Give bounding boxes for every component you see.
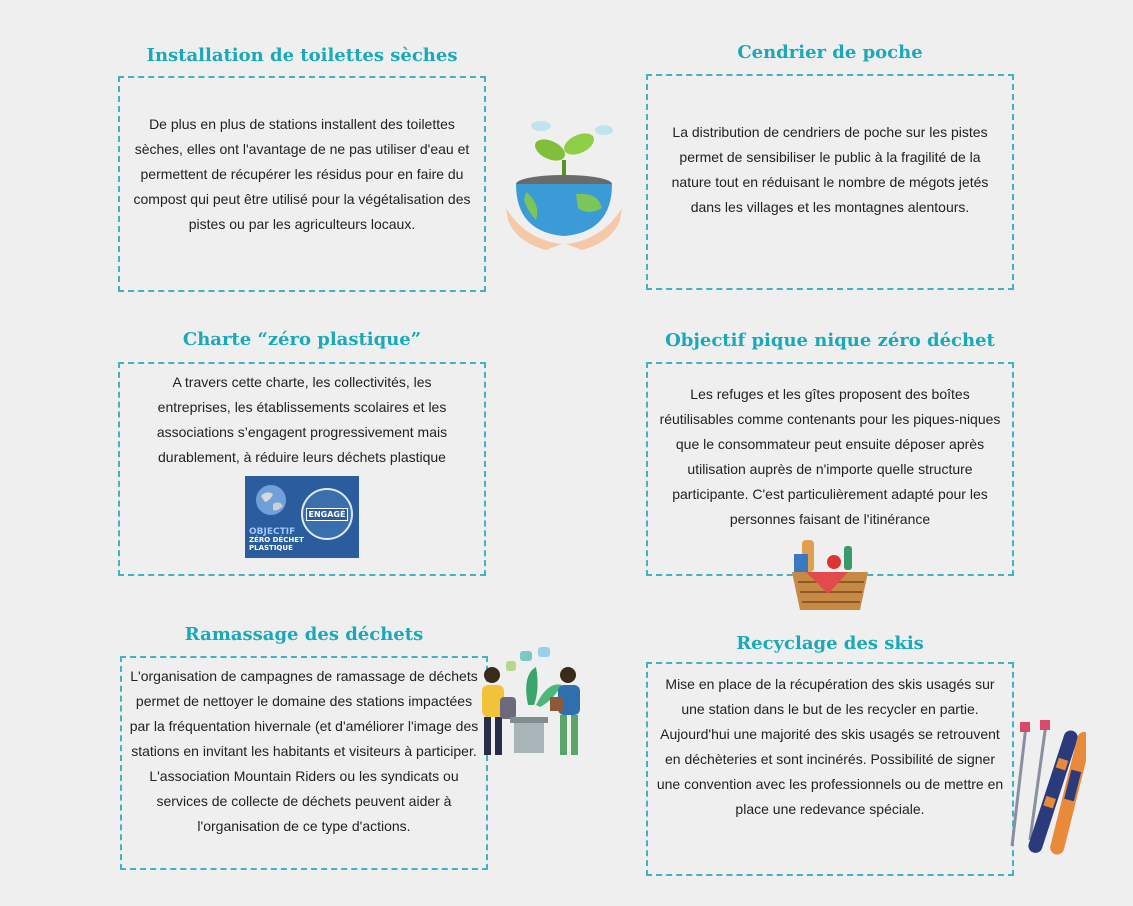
picnic-basket-icon	[788, 536, 872, 612]
earth-icon	[255, 484, 287, 516]
card-title-skis: Recyclage des skis	[736, 633, 924, 654]
card-title-cendrier: Cendrier de poche	[737, 42, 923, 63]
card-text-toilettes: De plus en plus de stations installent des toilettes sèches, elles ont l'avantage de ne pas utiliser d'eau et permettent de récupérer les résidus pour en faire du compost qui peut être utilisé pour la végétalisation des pistes ou par les agriculteurs locaux.	[133, 116, 471, 232]
card-title-charte: Charte “zéro plastique”	[182, 329, 422, 350]
badge-seal	[301, 488, 353, 540]
card-title-toilettes: Installation de toilettes sèches	[146, 45, 458, 66]
card-text-charte: A travers cette charte, les collectivités, les entreprises, les établissements scolaires et les associations s’engagent progressivement mais durablement, à réduire leurs déchets plastique	[156, 374, 448, 465]
zero-plastic-badge-icon	[245, 476, 359, 558]
card-title-pique-nique: Objectif pique nique zéro déchet	[665, 330, 995, 351]
badge-seal-label: ENGAGÉ	[306, 508, 349, 521]
card-text-skis: Mise en place de la récupération des skis usagés sur une station dans le but de les recycler en partie. Aujourd'hui une majorité des skis usagés se retrouvent en déchèteries et sont incinérés. Possibilité de signer une convention avec les professionnels ou de mettre en place une redevance spéciale.	[656, 676, 1004, 817]
badge-line-objectif: OBJECTIF	[249, 527, 296, 537]
card-text-pique-nique: Les refuges et les gîtes proposent des boîtes réutilisables comme contenants pour les piques-niques que le consommateur peut ensuite déposer après utilisation auprès de n'importe quelle structure participante. C'est particulièrement adapté pour les personnes faisant de l'itinérance	[659, 386, 1001, 527]
card-box-ramassage	[120, 656, 488, 870]
waste-collection-people-icon	[470, 645, 594, 759]
card-text-cendrier: La distribution de cendriers de poche sur les pistes permet de sensibiliser le public à la fragilité de la nature tout en réduisant le nombre de mégots jetés dans les villages et les montagnes alentours.	[671, 124, 989, 215]
badge-line-plastique: PLASTIQUE	[249, 544, 293, 552]
card-text-ramassage: L'organisation de campagnes de ramassage de déchets permet de nettoyer le domaine des stations impactées par la fréquentation hivernale (et d'améliorer l'image des stations en invitant les habitants et visiteurs à participer. L'association Mountain Riders ou les syndicats ou services de collecte de déchets peuvent aider à l'organisation de ce type d'actions.	[129, 668, 479, 834]
skis-poles-icon	[1000, 718, 1086, 858]
card-box-skis	[646, 662, 1014, 876]
plant-globe-icon	[506, 112, 626, 252]
card-box-cendrier	[646, 74, 1014, 290]
badge-label	[249, 528, 304, 552]
badge-line-zero-dechet: ZÉRO DÉCHET	[249, 536, 304, 544]
card-title-ramassage: Ramassage des déchets	[184, 624, 424, 645]
card-box-toilettes	[118, 76, 486, 292]
